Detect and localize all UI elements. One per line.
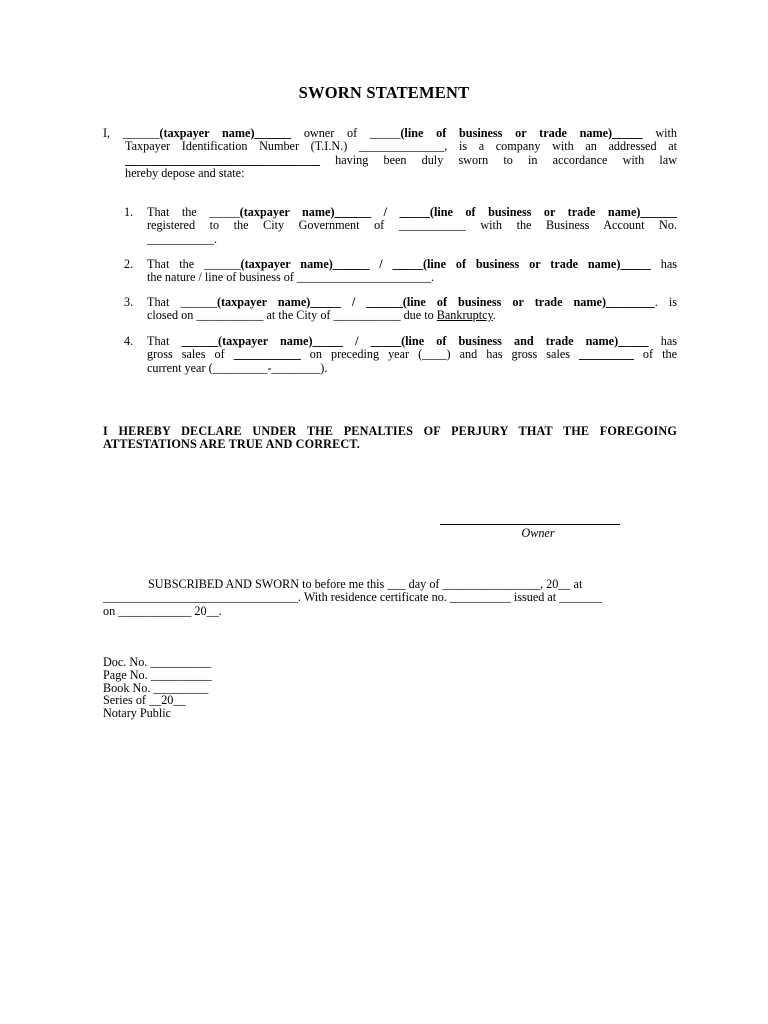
intro-text: I, ______ [103,126,160,140]
item-text-part: closed on ___________ at the City of ___________ due to [147,308,437,323]
statement-item-4 [124,335,677,375]
item-line: the nature / line of business of ______________________. [147,270,435,285]
item-text-part: has [650,257,677,271]
item-text-part: That [147,334,182,348]
item-text-part: on preceding year (____) and has gross sales [300,347,580,362]
address-blank: ________________________________ [125,152,320,167]
business-name-blank: (line of business or trade name)_____ [400,126,643,140]
doc-no: Doc. No. __________ [103,655,212,669]
statement-item-1 [124,206,677,246]
item-bold-part: (taxpayer name)______ / _____(line of business or trade name)_____ [240,257,651,271]
item-number: 3. [124,295,134,309]
item-line [147,309,677,322]
item-text [147,206,677,246]
item-text-part: gross sales of [147,347,234,362]
subscribed-sworn-paragraph [103,578,663,618]
item-bold-part: (taxpayer name)______ / _____(line of business or trade name)______ [239,205,677,219]
notary-public: Notary Public [103,706,172,721]
item-text-part: . is [654,295,677,309]
statement-item-2 [124,258,677,285]
item-text-part: has [648,334,677,348]
intro-text: having been duly sworn to in accordance with law [320,152,677,167]
intro-line-4: hereby depose and state: [125,165,245,180]
intro-text: owner of _____ [291,126,401,140]
item-text [147,335,677,375]
perjury-declaration: I HEREBY DECLARE UNDER THE PENALTIES OF PERJURY THAT THE FOREGOING ATTESTATIONS ARE TRUE AND CORRECT. [103,424,677,452]
bankruptcy-text: Bankruptcy [436,308,493,323]
page-no: Page No. __________ [103,667,212,682]
intro-line-2: Taxpayer Identification Number (T.I.N.) ______________, is a company with an addressed at [125,139,677,154]
book-no: Book No. _________ [103,680,209,695]
owner-signature-label: Owner [521,526,555,540]
item-number: 2. [124,257,134,271]
gross-sales-current-blank: _________ [579,347,634,362]
item-line [147,206,677,219]
taxpayer-name-blank: (taxpayer name)______ [159,126,292,140]
document-title: SWORN STATEMENT [298,83,470,102]
gross-sales-blank: ___________ [233,347,301,362]
intro-line-3 [125,154,677,167]
item-line: ___________. [147,231,218,246]
notary-block [103,656,303,720]
item-text [147,258,677,285]
item-text [147,296,677,323]
item-text-part: . [492,308,496,323]
item-line [147,348,677,361]
item-line [147,335,677,348]
item-text-part: of the [633,347,678,362]
series-of: Series of __20__ [103,693,186,708]
subscribed-line-3: on ____________ 20__. [103,603,222,618]
item-number: 1. [124,205,134,219]
subscribed-line-1: SUBSCRIBED AND SWORN to before me this ___ day of ________________, 20__ at [148,577,583,591]
subscribed-line-2: ________________________________. With residence certificate no. __________ issued at _______ [103,590,602,605]
intro-paragraph [103,127,677,180]
intro-rest [103,140,677,180]
item-text-part: That ______ [147,295,217,309]
item-bold-part: ______(taxpayer name)_____ / _____(line of business and trade name)_____ [181,334,649,348]
item-line: current year (_________-________). [147,360,328,375]
owner-signature-line [440,524,620,525]
item-text-part: That the _____ [147,205,240,219]
item-text-part: That the ______ [147,257,241,271]
intro-text: with [642,126,677,140]
item-line [147,258,677,271]
item-line: registered to the City Government of ___________ with the Business Account No. [147,218,677,233]
item-bold-part: (taxpayer name)_____ / ______(line of business or trade name)________ [216,295,655,309]
item-line [147,296,677,309]
intro-line-1 [103,127,677,140]
statement-item-3 [124,296,677,323]
item-number: 4. [124,334,134,348]
